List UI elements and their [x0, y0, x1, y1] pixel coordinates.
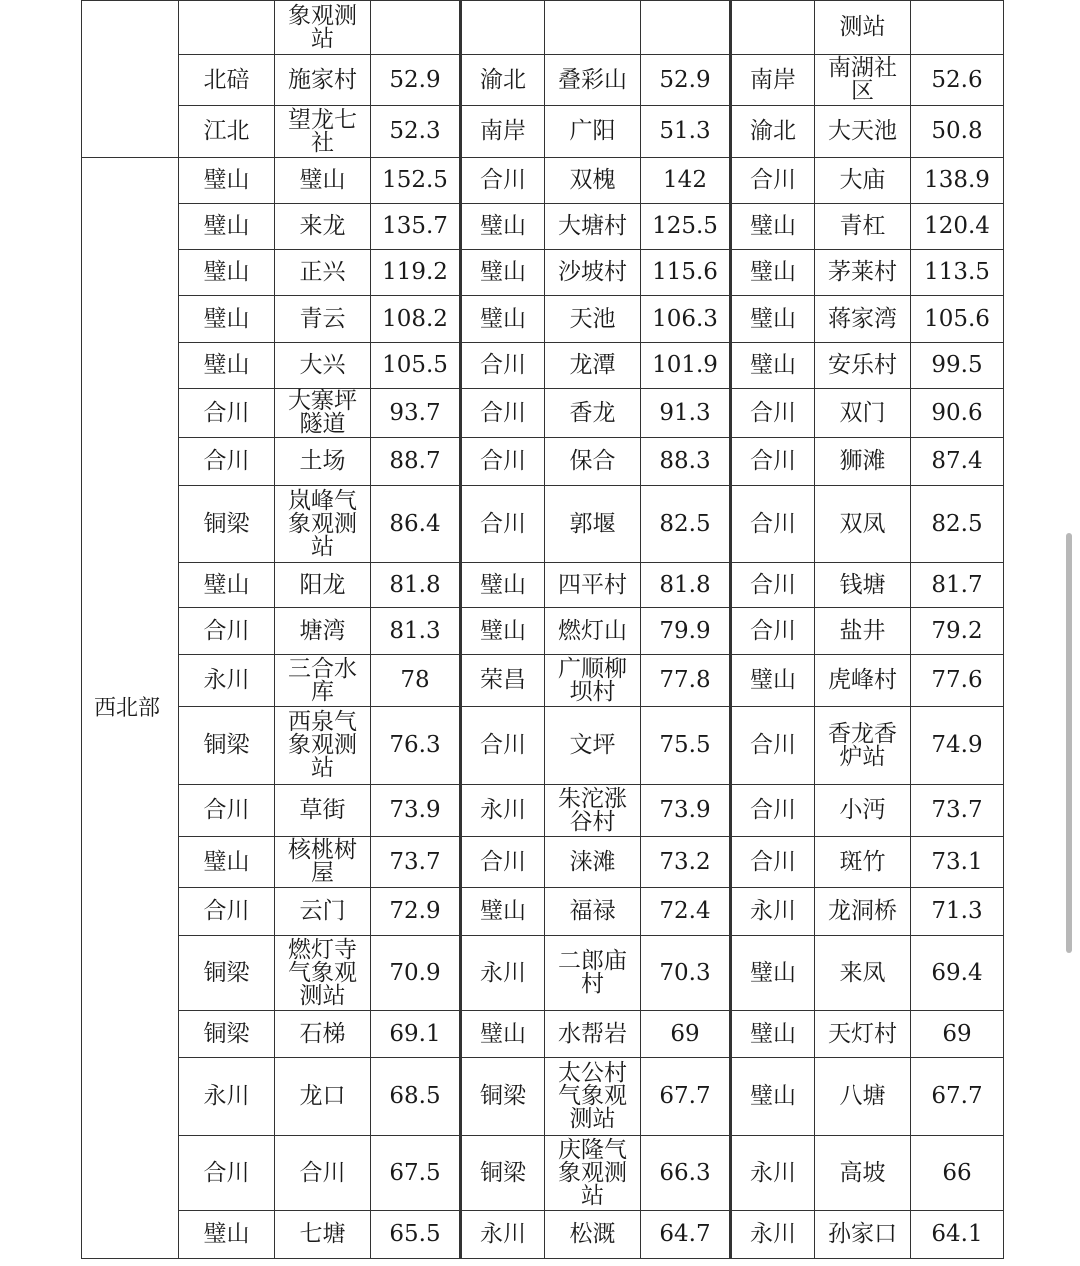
station-cell: 广顺柳坝村 — [545, 655, 641, 707]
district-cell: 璧山 — [179, 204, 275, 250]
rainfall-cell: 142 — [641, 158, 731, 204]
station-cell: 土场 — [275, 438, 371, 486]
table-row — [82, 250, 1004, 296]
station-cell: 虎峰村 — [815, 655, 911, 707]
district-cell: 南岸 — [731, 55, 815, 106]
station-cell — [545, 1, 641, 55]
station-cell: 大天池 — [815, 106, 911, 158]
station-cell: 大庙 — [815, 158, 911, 204]
station-cell: 狮滩 — [815, 438, 911, 486]
rainfall-cell — [911, 1, 1004, 55]
rainfall-cell: 67.7 — [911, 1058, 1004, 1136]
station-cell: 南湖社区 — [815, 55, 911, 106]
district-cell: 渝北 — [461, 55, 545, 106]
station-cell: 茅莱村 — [815, 250, 911, 296]
district-cell: 璧山 — [731, 250, 815, 296]
district-cell: 合川 — [731, 158, 815, 204]
district-cell: 璧山 — [179, 837, 275, 888]
station-cell: 高坡 — [815, 1136, 911, 1211]
district-cell: 铜梁 — [461, 1058, 545, 1136]
station-cell: 文坪 — [545, 707, 641, 785]
station-cell: 涞滩 — [545, 837, 641, 888]
district-cell: 璧山 — [461, 888, 545, 936]
station-cell: 八塘 — [815, 1058, 911, 1136]
district-cell: 合川 — [179, 785, 275, 837]
district-cell: 璧山 — [179, 563, 275, 608]
rainfall-cell: 77.6 — [911, 655, 1004, 707]
table-row — [82, 204, 1004, 250]
station-cell: 核桃树屋 — [275, 837, 371, 888]
rainfall-cell: 66 — [911, 1136, 1004, 1211]
district-cell: 璧山 — [461, 204, 545, 250]
district-cell: 铜梁 — [179, 486, 275, 563]
rainfall-cell: 69 — [911, 1011, 1004, 1058]
district-cell: 璧山 — [179, 296, 275, 343]
district-cell: 永川 — [731, 888, 815, 936]
district-cell: 合川 — [461, 707, 545, 785]
district-cell: 璧山 — [179, 1211, 275, 1259]
station-cell: 四平村 — [545, 563, 641, 608]
station-cell: 合川 — [275, 1136, 371, 1211]
rainfall-cell: 68.5 — [371, 1058, 461, 1136]
table-row — [82, 389, 1004, 438]
station-cell: 大寨坪隧道 — [275, 389, 371, 438]
district-cell: 合川 — [461, 343, 545, 389]
station-cell: 庆隆气象观测站 — [545, 1136, 641, 1211]
district-cell: 璧山 — [179, 250, 275, 296]
table-row — [82, 1058, 1004, 1136]
district-cell: 荣昌 — [461, 655, 545, 707]
district-cell: 铜梁 — [179, 1011, 275, 1058]
rainfall-cell: 71.3 — [911, 888, 1004, 936]
district-cell: 合川 — [179, 888, 275, 936]
rainfall-cell: 70.9 — [371, 936, 461, 1011]
table-row — [82, 1011, 1004, 1058]
district-cell: 永川 — [179, 655, 275, 707]
rainfall-cell: 88.7 — [371, 438, 461, 486]
district-cell: 永川 — [731, 1136, 815, 1211]
station-cell: 云门 — [275, 888, 371, 936]
station-cell: 广阳 — [545, 106, 641, 158]
district-cell: 璧山 — [731, 1011, 815, 1058]
rainfall-cell: 119.2 — [371, 250, 461, 296]
station-cell: 钱塘 — [815, 563, 911, 608]
rainfall-cell — [371, 1, 461, 55]
district-cell: 璧山 — [179, 158, 275, 204]
station-cell: 阳龙 — [275, 563, 371, 608]
district-cell: 永川 — [461, 785, 545, 837]
station-cell: 蒋家湾 — [815, 296, 911, 343]
district-cell: 璧山 — [461, 608, 545, 655]
rainfall-cell: 79.9 — [641, 608, 731, 655]
station-cell: 沙坡村 — [545, 250, 641, 296]
table-row — [82, 106, 1004, 158]
station-cell: 龙潭 — [545, 343, 641, 389]
station-cell: 来龙 — [275, 204, 371, 250]
table-row — [82, 55, 1004, 106]
rainfall-table — [81, 0, 1004, 1259]
district-cell: 璧山 — [461, 250, 545, 296]
district-cell: 永川 — [731, 1211, 815, 1259]
district-cell: 永川 — [461, 936, 545, 1011]
district-cell: 合川 — [461, 486, 545, 563]
station-cell: 斑竹 — [815, 837, 911, 888]
district-cell: 铜梁 — [179, 936, 275, 1011]
station-cell: 天灯村 — [815, 1011, 911, 1058]
district-cell: 北碚 — [179, 55, 275, 106]
table-row — [82, 296, 1004, 343]
rainfall-cell: 120.4 — [911, 204, 1004, 250]
station-cell: 太公村气象观测站 — [545, 1058, 641, 1136]
rainfall-cell: 81.3 — [371, 608, 461, 655]
rainfall-cell: 50.8 — [911, 106, 1004, 158]
rainfall-cell: 105.5 — [371, 343, 461, 389]
station-cell: 测站 — [815, 1, 911, 55]
table-row — [82, 1, 1004, 55]
station-cell: 塘湾 — [275, 608, 371, 655]
district-cell: 璧山 — [179, 343, 275, 389]
station-cell: 香龙 — [545, 389, 641, 438]
district-cell: 合川 — [731, 438, 815, 486]
district-cell — [461, 1, 545, 55]
district-cell: 合川 — [179, 608, 275, 655]
rainfall-cell: 81.7 — [911, 563, 1004, 608]
district-cell — [179, 1, 275, 55]
table-row — [82, 785, 1004, 837]
rainfall-cell: 72.4 — [641, 888, 731, 936]
station-cell: 璧山 — [275, 158, 371, 204]
rainfall-cell: 67.5 — [371, 1136, 461, 1211]
station-cell: 岚峰气象观测站 — [275, 486, 371, 563]
rainfall-cell: 64.1 — [911, 1211, 1004, 1259]
station-cell: 施家村 — [275, 55, 371, 106]
district-cell: 合川 — [731, 563, 815, 608]
rainfall-cell: 138.9 — [911, 158, 1004, 204]
station-cell: 象观测站 — [275, 1, 371, 55]
rainfall-cell: 65.5 — [371, 1211, 461, 1259]
district-cell: 璧山 — [731, 343, 815, 389]
table-row — [82, 936, 1004, 1011]
station-cell: 青杠 — [815, 204, 911, 250]
table-row — [82, 486, 1004, 563]
vertical-scrollbar[interactable] — [1066, 533, 1072, 953]
station-cell: 盐井 — [815, 608, 911, 655]
district-cell: 璧山 — [731, 936, 815, 1011]
rainfall-cell: 52.9 — [371, 55, 461, 106]
rainfall-cell: 93.7 — [371, 389, 461, 438]
rainfall-cell: 106.3 — [641, 296, 731, 343]
station-cell: 孙家口 — [815, 1211, 911, 1259]
rainfall-cell: 79.2 — [911, 608, 1004, 655]
district-cell: 璧山 — [731, 655, 815, 707]
station-cell: 保合 — [545, 438, 641, 486]
district-cell: 铜梁 — [179, 707, 275, 785]
rainfall-cell: 70.3 — [641, 936, 731, 1011]
rainfall-cell: 81.8 — [641, 563, 731, 608]
station-cell: 草街 — [275, 785, 371, 837]
rainfall-cell: 73.2 — [641, 837, 731, 888]
district-cell: 合川 — [731, 486, 815, 563]
rainfall-cell: 73.7 — [911, 785, 1004, 837]
rainfall-cell: 91.3 — [641, 389, 731, 438]
district-cell: 合川 — [731, 389, 815, 438]
station-cell: 天池 — [545, 296, 641, 343]
district-cell: 永川 — [179, 1058, 275, 1136]
rainfall-cell: 75.5 — [641, 707, 731, 785]
station-cell: 郭堰 — [545, 486, 641, 563]
district-cell: 合川 — [461, 438, 545, 486]
station-cell: 来凤 — [815, 936, 911, 1011]
rainfall-cell: 73.7 — [371, 837, 461, 888]
station-cell: 龙洞桥 — [815, 888, 911, 936]
table-row — [82, 158, 1004, 204]
rainfall-cell: 125.5 — [641, 204, 731, 250]
station-cell: 西泉气象观测站 — [275, 707, 371, 785]
station-cell: 双槐 — [545, 158, 641, 204]
rainfall-cell: 74.9 — [911, 707, 1004, 785]
rainfall-cell: 73.9 — [641, 785, 731, 837]
rainfall-cell: 52.3 — [371, 106, 461, 158]
rainfall-cell: 69.1 — [371, 1011, 461, 1058]
rainfall-cell: 69.4 — [911, 936, 1004, 1011]
station-cell: 叠彩山 — [545, 55, 641, 106]
rainfall-cell: 105.6 — [911, 296, 1004, 343]
rainfall-cell: 52.6 — [911, 55, 1004, 106]
rainfall-cell: 67.7 — [641, 1058, 731, 1136]
table-row — [82, 707, 1004, 785]
table-row — [82, 343, 1004, 389]
district-cell: 璧山 — [731, 204, 815, 250]
rainfall-cell: 64.7 — [641, 1211, 731, 1259]
district-cell: 合川 — [179, 1136, 275, 1211]
station-cell: 安乐村 — [815, 343, 911, 389]
district-cell: 铜梁 — [461, 1136, 545, 1211]
rainfall-cell: 81.8 — [371, 563, 461, 608]
district-cell: 合川 — [461, 158, 545, 204]
station-cell: 朱沱涨谷村 — [545, 785, 641, 837]
rainfall-cell: 72.9 — [371, 888, 461, 936]
station-cell: 龙口 — [275, 1058, 371, 1136]
district-cell: 合川 — [731, 837, 815, 888]
rainfall-cell: 73.1 — [911, 837, 1004, 888]
region-cell-northwest: 西北部 — [82, 158, 179, 1259]
rainfall-cell: 78 — [371, 655, 461, 707]
rainfall-cell: 152.5 — [371, 158, 461, 204]
rainfall-cell — [641, 1, 731, 55]
district-cell: 江北 — [179, 106, 275, 158]
district-cell: 渝北 — [731, 106, 815, 158]
station-cell: 香龙香炉站 — [815, 707, 911, 785]
table-row — [82, 438, 1004, 486]
rainfall-cell: 135.7 — [371, 204, 461, 250]
rainfall-cell: 76.3 — [371, 707, 461, 785]
district-cell: 永川 — [461, 1211, 545, 1259]
district-cell: 合川 — [179, 389, 275, 438]
station-cell: 双门 — [815, 389, 911, 438]
district-cell: 璧山 — [461, 1011, 545, 1058]
table-row — [82, 1211, 1004, 1259]
district-cell — [731, 1, 815, 55]
district-cell: 合川 — [179, 438, 275, 486]
rainfall-cell: 87.4 — [911, 438, 1004, 486]
station-cell: 福禄 — [545, 888, 641, 936]
district-cell: 合川 — [461, 389, 545, 438]
table-row — [82, 563, 1004, 608]
table-row — [82, 888, 1004, 936]
station-cell: 三合水库 — [275, 655, 371, 707]
rainfall-cell: 66.3 — [641, 1136, 731, 1211]
table-row — [82, 655, 1004, 707]
district-cell: 璧山 — [731, 296, 815, 343]
region-cell-top — [82, 1, 179, 158]
rainfall-cell: 113.5 — [911, 250, 1004, 296]
table-row — [82, 837, 1004, 888]
district-cell: 璧山 — [461, 563, 545, 608]
district-cell: 合川 — [731, 707, 815, 785]
rainfall-cell: 86.4 — [371, 486, 461, 563]
district-cell: 合川 — [731, 608, 815, 655]
station-cell: 燃灯山 — [545, 608, 641, 655]
rainfall-cell: 115.6 — [641, 250, 731, 296]
district-cell: 南岸 — [461, 106, 545, 158]
station-cell: 双凤 — [815, 486, 911, 563]
district-cell: 合川 — [731, 785, 815, 837]
rainfall-cell: 77.8 — [641, 655, 731, 707]
table-row — [82, 1136, 1004, 1211]
station-cell: 正兴 — [275, 250, 371, 296]
rainfall-cell: 82.5 — [911, 486, 1004, 563]
station-cell: 七塘 — [275, 1211, 371, 1259]
table-row — [82, 608, 1004, 655]
station-cell: 大兴 — [275, 343, 371, 389]
station-cell: 青云 — [275, 296, 371, 343]
station-cell: 松溉 — [545, 1211, 641, 1259]
station-cell: 大塘村 — [545, 204, 641, 250]
station-cell: 望龙七社 — [275, 106, 371, 158]
rainfall-cell: 82.5 — [641, 486, 731, 563]
rainfall-cell: 69 — [641, 1011, 731, 1058]
rainfall-cell: 73.9 — [371, 785, 461, 837]
district-cell: 合川 — [461, 837, 545, 888]
district-cell: 璧山 — [731, 1058, 815, 1136]
rainfall-cell: 88.3 — [641, 438, 731, 486]
rainfall-cell: 101.9 — [641, 343, 731, 389]
rainfall-cell: 51.3 — [641, 106, 731, 158]
district-cell: 璧山 — [461, 296, 545, 343]
rainfall-cell: 108.2 — [371, 296, 461, 343]
station-cell: 小沔 — [815, 785, 911, 837]
station-cell: 石梯 — [275, 1011, 371, 1058]
rainfall-cell: 90.6 — [911, 389, 1004, 438]
station-cell: 燃灯寺气象观测站 — [275, 936, 371, 1011]
station-cell: 二郎庙村 — [545, 936, 641, 1011]
rainfall-cell: 52.9 — [641, 55, 731, 106]
rainfall-cell: 99.5 — [911, 343, 1004, 389]
station-cell: 水帮岩 — [545, 1011, 641, 1058]
